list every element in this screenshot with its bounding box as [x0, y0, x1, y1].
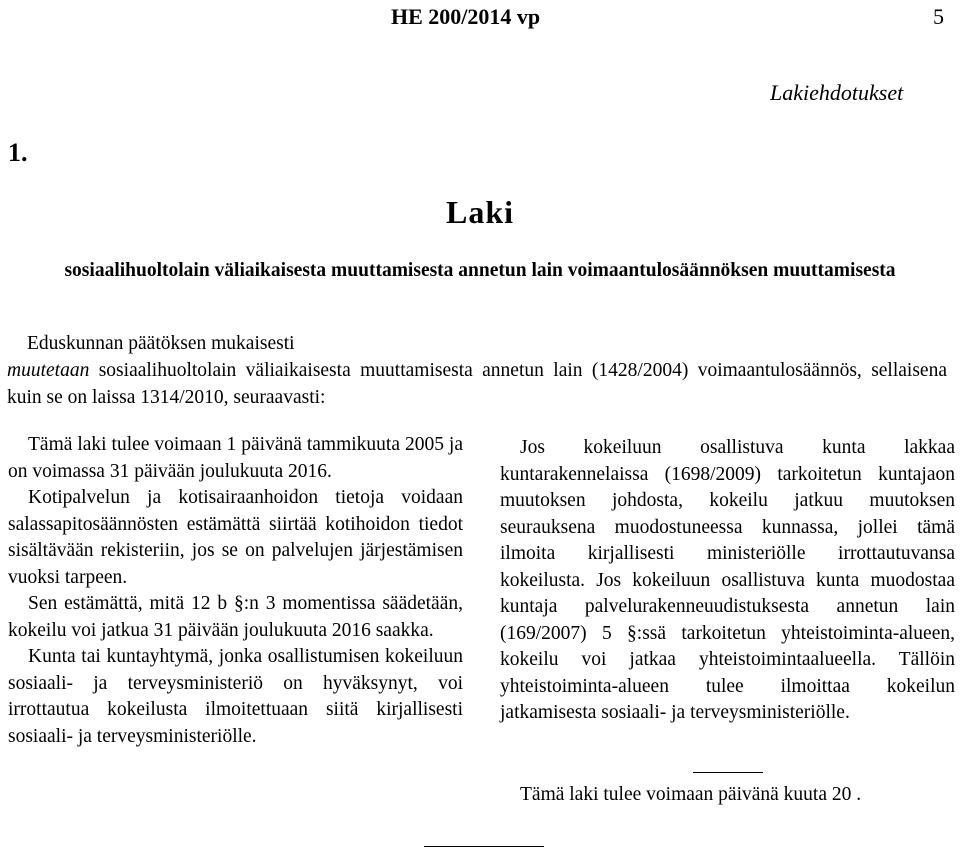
- law-title: Laki: [445, 194, 515, 230]
- section-divider: [693, 772, 763, 773]
- page-number: 5: [933, 4, 944, 29]
- end-divider: [424, 846, 544, 847]
- proposal-number: 1.: [8, 138, 28, 167]
- paragraph: Kunta tai kuntayhtymä, jonka osallistumisen kokeiluun sosiaali- ja terveysministeriö on hyväksynyt, voi irrottautua kokeilusta ilmoitettuaan siitä kirjallisesti sosiaali- ja terveysministeriölle.: [8, 646, 463, 747]
- page-header: [0, 2, 960, 32]
- enactment-line: Eduskunnan päätöksen mukaisesti: [27, 333, 295, 354]
- right-column: [500, 435, 955, 727]
- entry-into-force-text: Tämä laki tulee voimaan päivänä kuuta 20 .: [520, 784, 862, 805]
- paragraph: Tämä laki tulee voimaan 1 päivänä tammikuuta 2005 ja on voimassa 31 päivään joulukuuta 2016.: [8, 434, 463, 482]
- enactment-verb: muutetaan: [7, 360, 90, 381]
- enactment-clause: [7, 330, 947, 411]
- paragraph: Jos kokeiluun osallistuva kunta lakkaa kuntarakennelaissa (1698/2009) tarkoitetun kuntajaon muutoksen johdosta, kokeilu jatkuu muutoksen seurauksena muodostuneessa kunnassa, jollei tämä ilmoita kirjallisesti ministeriölle irrottautuvansa kokeilusta. Jos kokeiluun osallistuva kunta muodostaa kuntaja palvelurakenneuudistuksesta annetun lain (169/2007) 5 §:ssä tarkoitetun yhteistoiminta-alueen, kokeilu voi jatkaa yhteistoimintaalueella. Tällöin yhteistoiminta-alueen tulee ilmoittaa kokeilun jatkamisesta sosiaali- ja terveysministeriölle.: [500, 437, 955, 723]
- entry-into-force: [500, 782, 955, 809]
- paragraph: Kotipalvelun ja kotisairaanhoidon tietoja voidaan salassapitosäännösten estämättä siirtää kotihoidon tiedot sisältävään rekisteriin, jos se on palvelujen järjestämisen vuoksi tarpeen.: [8, 487, 463, 588]
- left-column: [8, 432, 463, 750]
- section-label: Lakiehdotukset: [770, 80, 904, 105]
- paragraph: Sen estämättä, mitä 12 b §:n 3 momentissa säädetään, kokeilu voi jatkua 31 päivään joulukuuta 2016 saakka.: [8, 593, 463, 641]
- law-subtitle: sosiaalihuoltolain väliaikaisesta muuttamisesta annetun lain voimaantulosäännöksen muuttamisesta: [64, 260, 896, 281]
- enactment-text: sosiaalihuoltolain väliaikaisesta muuttamisesta annetun lain (1428/2004) voimaantulosäännös, sellaisena kuin se on laissa 1314/2010, seuraavasti:: [7, 360, 947, 408]
- document-id: HE 200/2014 vp: [391, 4, 541, 29]
- enactment-body: [7, 357, 947, 411]
